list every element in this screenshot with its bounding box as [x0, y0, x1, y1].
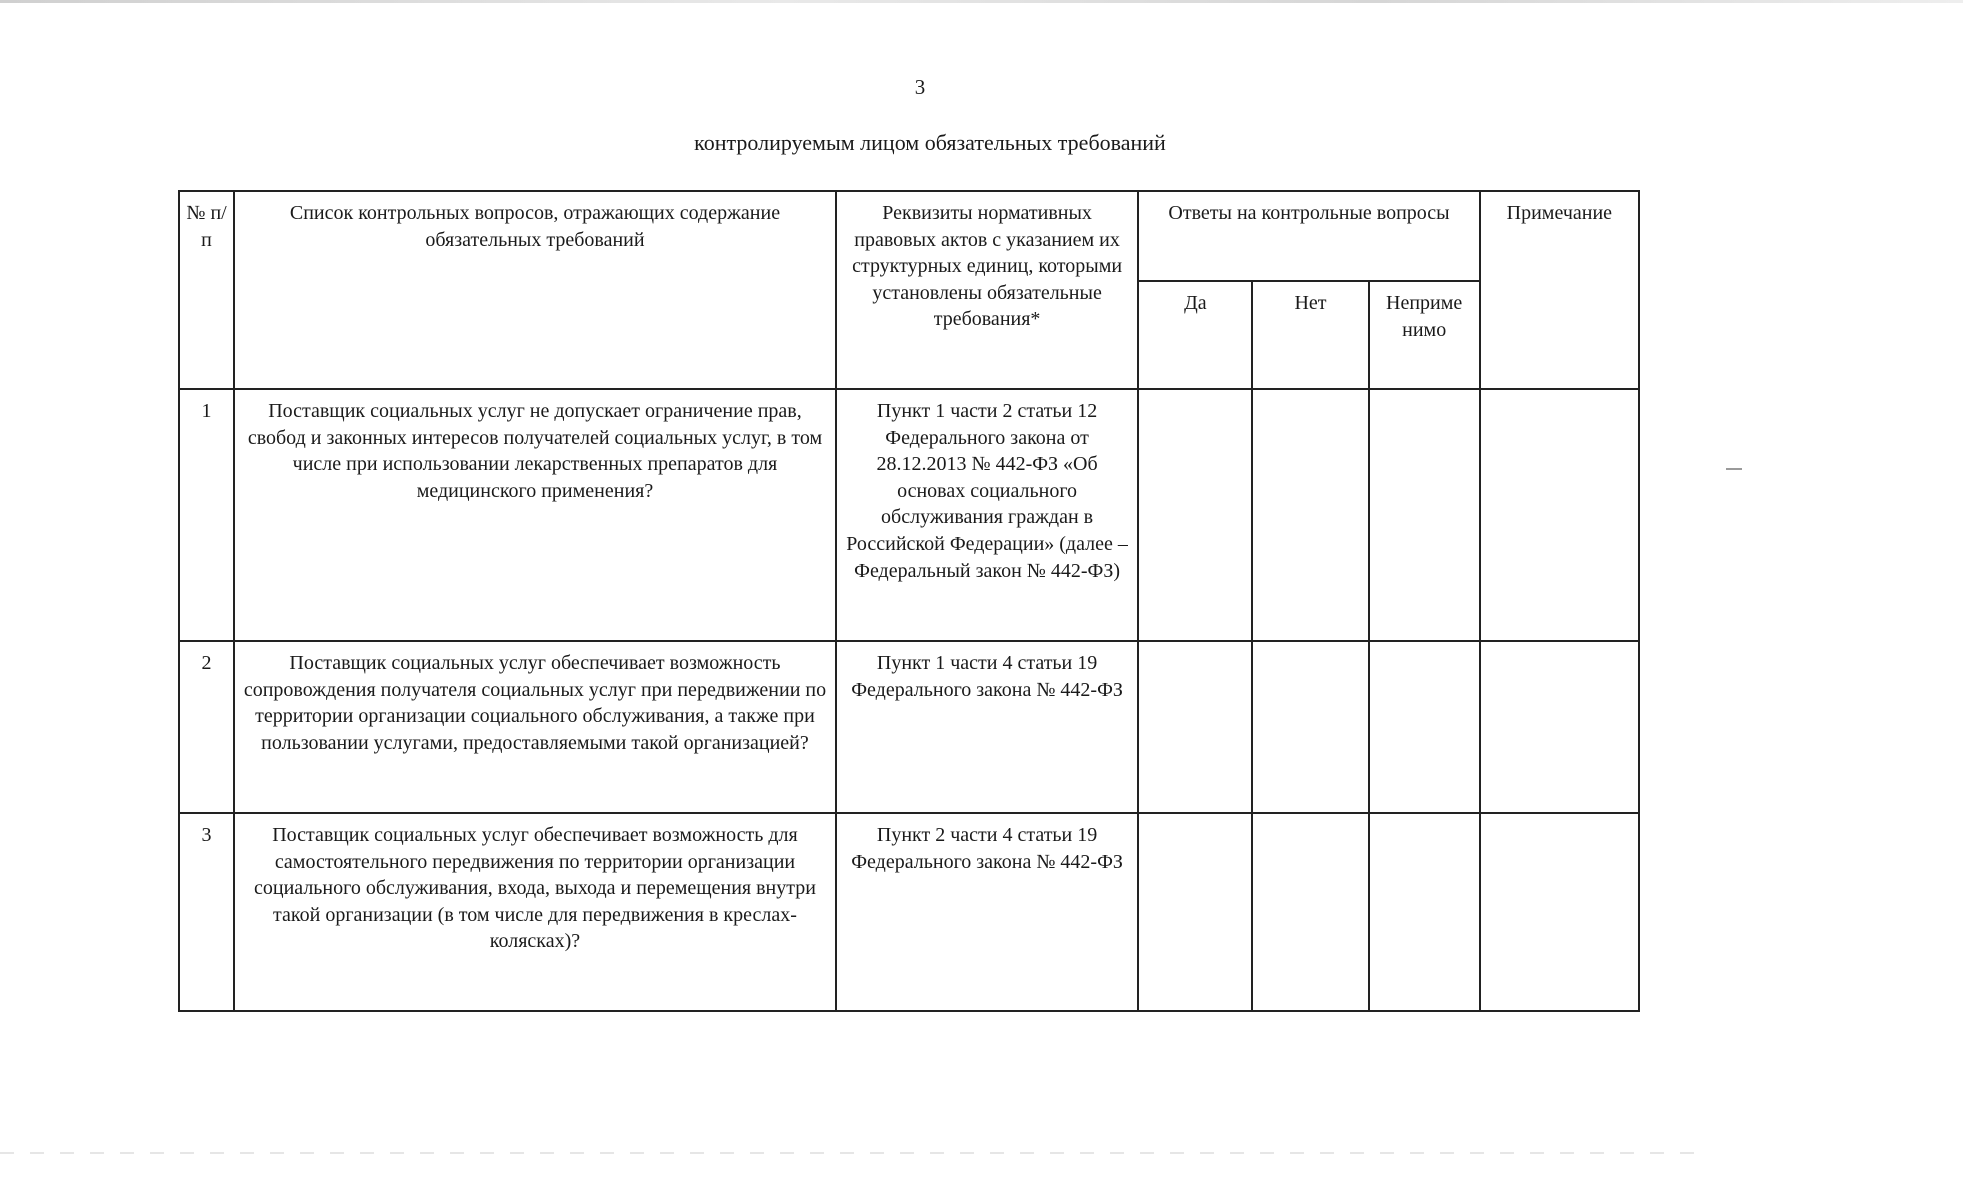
header-yes: Да	[1138, 281, 1252, 389]
row-requisite: Пункт 1 части 4 статьи 19 Федерального закона № 442-ФЗ	[836, 641, 1138, 813]
note-cell[interactable]	[1480, 813, 1639, 1011]
row-question: Поставщик социальных услуг обеспечивает возможность сопровождения получателя социальных услуг при передвижении по территории организации социального обслуживания, а также при пользовании услугами, предоставляемыми такой организацией?	[234, 641, 836, 813]
margin-mark	[1726, 468, 1742, 470]
table-row	[179, 389, 1639, 641]
row-num: 1	[179, 389, 234, 641]
table-row	[179, 641, 1639, 813]
checklist-table	[178, 190, 1640, 1012]
header-num: № п/п	[179, 191, 234, 389]
answer-not-applicable-cell[interactable]	[1369, 641, 1480, 813]
note-cell[interactable]	[1480, 641, 1639, 813]
answer-yes-cell[interactable]	[1138, 641, 1252, 813]
header-answers: Ответы на контрольные вопросы	[1138, 191, 1479, 281]
answer-yes-cell[interactable]	[1138, 813, 1252, 1011]
row-num: 3	[179, 813, 234, 1011]
header-no: Нет	[1252, 281, 1368, 389]
answer-yes-cell[interactable]	[1138, 389, 1252, 641]
table-row	[179, 813, 1639, 1011]
page-number: 3	[914, 75, 926, 99]
header-requisites: Реквизиты нормативных правовых актов с указанием их структурных единиц, которыми установлены обязательные требования*	[836, 191, 1138, 389]
answer-not-applicable-cell[interactable]	[1369, 813, 1480, 1011]
scan-artifact-bottom	[0, 1152, 1700, 1154]
answer-no-cell[interactable]	[1252, 813, 1368, 1011]
header-note: Примечание	[1480, 191, 1639, 389]
answer-no-cell[interactable]	[1252, 389, 1368, 641]
page-heading: контролируемым лицом обязательных требований	[694, 130, 1166, 155]
row-requisite: Пункт 1 части 2 статьи 12 Федерального закона от 28.12.2013 № 442-ФЗ «Об основах социального обслуживания граждан в Российской Федерации» (далее – Федеральный закон № 442-ФЗ)	[836, 389, 1138, 641]
answer-not-applicable-cell[interactable]	[1369, 389, 1480, 641]
header-questions: Список контрольных вопросов, отражающих содержание обязательных требований	[234, 191, 836, 389]
note-cell[interactable]	[1480, 389, 1639, 641]
row-question: Поставщик социальных услуг обеспечивает возможность для самостоятельного передвижения по территории организации социального обслуживания, входа, выхода и перемещения внутри такой организации (в том числе для передвижения в креслах-колясках)?	[234, 813, 836, 1011]
row-question: Поставщик социальных услуг не допускает ограничение прав, свобод и законных интересов получателей социальных услуг, в том числе при использовании лекарственных препаратов для медицинского применения?	[234, 389, 836, 641]
scan-edge-top	[0, 0, 1963, 3]
row-num: 2	[179, 641, 234, 813]
header-not-applicable: Неприме нимо	[1369, 281, 1480, 389]
answer-no-cell[interactable]	[1252, 641, 1368, 813]
row-requisite: Пункт 2 части 4 статьи 19 Федерального закона № 442-ФЗ	[836, 813, 1138, 1011]
table-header-row	[179, 191, 1639, 281]
